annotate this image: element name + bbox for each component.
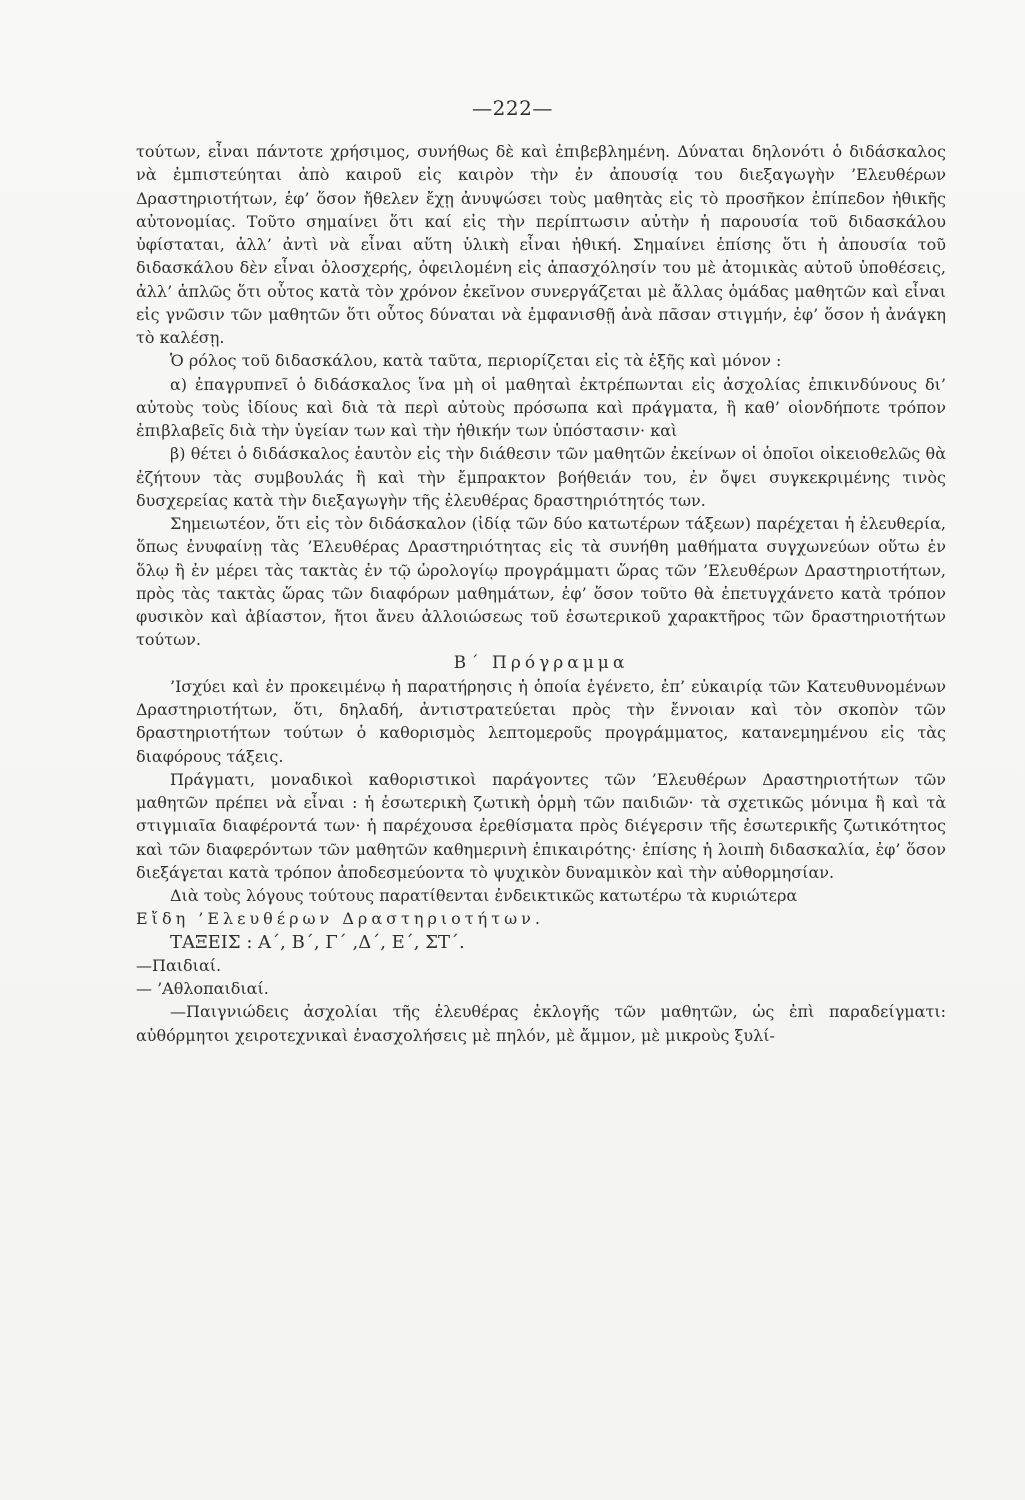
- section-title: Β΄ Πρόγραμμα: [453, 652, 629, 673]
- paragraph-5: Σημειωτέον, ὅτι εἰς τὸν διδάσκαλον (ἰδίᾳ τῶν δύο κατωτέρων τάξεων) παρέχεται ἡ ἐλευθερία, ὅπως ἐνυφαίνῃ τὰς ’Ελευθέρας Δραστηριότητας εἰς τὰ συνήθη μαθήματα συγχωνεύων οὕτω ἐν ὅλῳ ἢ ἐν μέρει τὰς τακτὰς ἐν τῷ ὡρολογίῳ προγράμματι ὥρας τῶν ’Ελευθέρων Δραστηριοτήτων, πρὸς τὰς τακτὰς ὥρας τῶν διαφόρων μαθημάτων, ἐφ’ ὅσον τοῦτο θὰ ἐπετυγχάνετο κατὰ τρόπον φυσικὸν καὶ ἀβίαστον, ἤτοι ἄνευ ἀλλοιώσεως τοῦ ἐσωτερικοῦ χαρακτῆρος τῶν δραστηριοτήτων τούτων.: [136, 514, 946, 650]
- classes-line: ΤΑΞΕΙΣ : Α΄, Β΄, Γ΄ ,Δ΄, Ε΄, ΣΤ΄.: [170, 931, 465, 953]
- paragraph-2: Ὁ ρόλος τοῦ διδασκάλου, κατὰ ταῦτα, περιορίζεται εἰς τὰ ἑξῆς καὶ μόνον :: [170, 351, 782, 371]
- list-item-2: — ’Αθλοπαιδιαί.: [136, 979, 269, 998]
- paragraph-8-continuation: Εἴδη ’Ελευθέρων Δραστηριοτήτων.: [136, 909, 544, 929]
- paragraph-8: Διὰ τοὺς λόγους τούτους παρατίθενται ἐνδεικτικῶς κατωτέρω τὰ κυριώτερα: [170, 886, 798, 905]
- list-item-3: —Παιγνιώδεις ἀσχολίαι τῆς ἐλευθέρας ἐκλογῆς τῶν μαθητῶν, ὡς ἐπὶ παραδείγματι: αὐθόρμητοι χειροτεχνικαὶ ἐνασχολήσεις μὲ πηλόν, μὲ ἄμμον, μὲ μικροὺς ξυλί-: [136, 1002, 946, 1045]
- paragraph-4: β) θέτει ὁ διδάσκαλος ἑαυτὸν εἰς τὴν διάθεσιν τῶν μαθητῶν ἐκείνων οἱ ὁποῖοι οἰκειοθελῶς θὰ ἐζήτουν τὰς συμβουλάς ἢ καὶ τὴν ἔμπρακτον βοήθειάν του, ἐν ὄψει συγκεκριμένης τινὸς δυσχερείας κατὰ τὴν διεξαγωγὴν τῆς ἐλευθέρας δραστηριότητός των.: [136, 444, 946, 510]
- paragraph-3: α) ἐπαγρυπνεῖ ὁ διδάσκαλος ἵνα μὴ οἱ μαθηταὶ ἐκτρέπωνται εἰς ἀσχολίας ἐπικινδύνους δι’ αὐτοὺς τοὺς ἰδίους καὶ διὰ τὰ περὶ αὐτοὺς πρόσωπα καὶ πράγματα, ἢ καθ’ οἱονδήποτε τρόπον ἐπιβλαβεῖς διὰ τὴν ὑγείαν των καὶ τὴν ἠθικήν των ὑπόστασιν· καὶ: [136, 374, 946, 440]
- paragraph-6: ’Ισχύει καὶ ἐν προκειμένῳ ἡ παρατήρησις ἡ ὁποία ἐγένετο, ἐπ’ εὐκαιρίᾳ τῶν Κατευθυνομένων Δραστηριοτήτων, ὅτι, δηλαδή, ἀντιστρατεύεται πρὸς τὴν ἔννοιαν καὶ τὸν σκοπὸν τῶν δραστηριοτήτων τούτων ὁ καθορισμὸς λεπτομεροῦς προγράμματος, κατανεμημένου εἰς τὰς διαφόρους τάξεις.: [136, 676, 946, 766]
- paragraph-7: Πράγματι, μοναδικοὶ καθοριστικοὶ παράγοντες τῶν ’Ελευθέρων Δραστηριοτήτων τῶν μαθητῶν πρέπει νὰ εἶναι : ἡ ἐσωτερικὴ ζωτικὴ ὁρμὴ τῶν παιδιῶν· τὰ σχετικῶς μόνιμα ἢ καὶ τὰ στιγμιαῖα διαφέροντά των· ἡ παρέχουσα ἐρεθίσματα πρὸς διέγερσιν τῆς ἐσωτερικῆς ζωτικότητος καὶ τῶν διαφερόντων τῶν μαθητῶν καθημερινὴ ἐπικαιρότης· ἐπίσης ἡ λοιπὴ διδασκαλία, ἐφ’ ὅσον διεξάγεται κατὰ τρόπον ἀποδεσμεύοντα τὸ ψυχικὸν δυναμικὸν καὶ τὴν αὐθορμησίαν.: [136, 769, 946, 882]
- list-item-1: —Παιδιαί.: [136, 955, 222, 975]
- page-number: —222—: [472, 96, 553, 120]
- page-body: [136, 140, 946, 1047]
- paragraph-1: τούτων, εἶναι πάντοτε χρήσιμος, συνήθως δὲ καὶ ἐπιβεβλημένη. Δύναται δηλονότι ὁ διδάσκαλος νὰ ἐμπιστεύηται ἀπὸ καιροῦ εἰς καιρὸν τὴν ἐν ἀπουσίᾳ του διεξαγωγὴν ’Ελευθέρων Δραστηριοτήτων, ἐφ’ ὅσον ἤθελεν ἔχῃ ἀνυψώσει τοὺς μαθητὰς εἰς τὸ προσῆκον ἐπίπεδον ἠθικῆς αὐτονομίας. Τοῦτο σημαίνει ὅτι καί εἰς τὴν περίπτωσιν αὐτὴν ἡ παρουσία τοῦ διδασκάλου ὑφίσταται, ἀλλ’ ἀντὶ νὰ εἶναι αὕτη ὑλικὴ εἶναι ἠθική. Σημαίνει ἐπίσης ὅτι ἡ ἀπουσία τοῦ διδασκάλου δὲν εἶναι ὁλοσχερής, ὀφειλομένη εἰς ἀπασχόλησίν του μὲ ἀτομικὰς αὐτοῦ ὑποθέσεις, ἀλλ’ ἁπλῶς ὅτι οὗτος κατὰ τὸν χρόνον ἐκεῖνον συνεργάζεται μὲ ἄλλας ὁμάδας μαθητῶν καὶ εἶναι εἰς γνῶσιν τῶν μαθητῶν ὅτι οὗτος δύναται νὰ ἐμφανισθῇ ἀνὰ πᾶσαν στιγμήν, ἐφ’ ὅσον ἡ ἀνάγκη τὸ καλέσῃ.: [136, 142, 946, 347]
